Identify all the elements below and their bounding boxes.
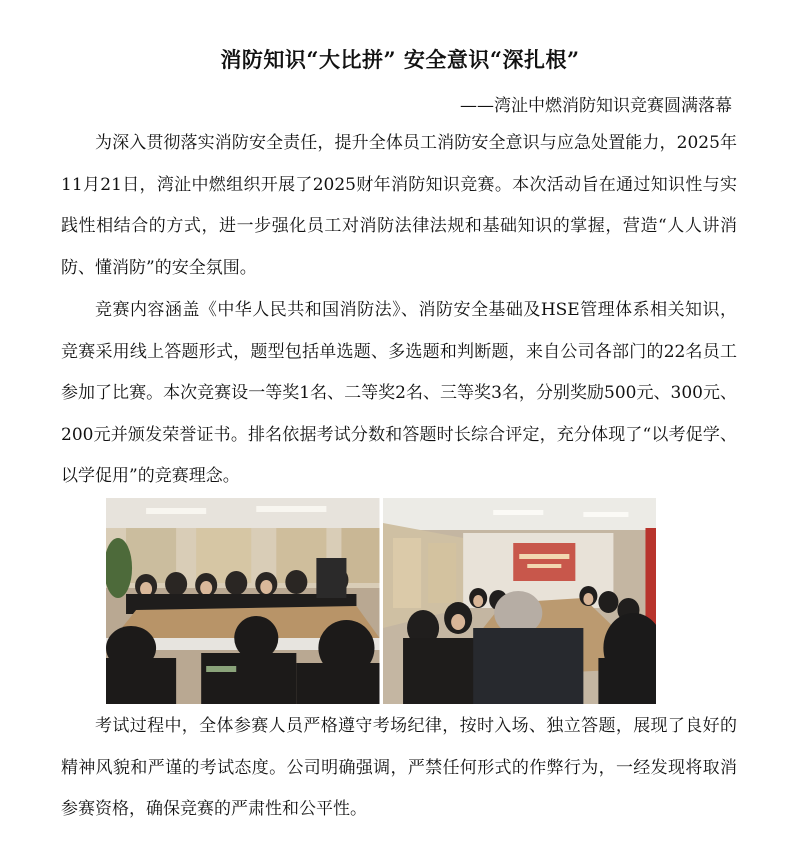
article-title: 消防知识“大比拼” 安全意识“深扎根” <box>220 47 580 72</box>
paragraph-intro: 为深入贯彻落实消防安全责任，提升全体员工消防安全意识与应急处置能力，2025年11月21日，湾沚中燃组织开展了2025财年消防知识竞赛。本次活动旨在通过知识性与实践性相结合的方式，进一步强化员工对消防法律法规和基础知识的掌握，营造“人人讲消防、懂消防”的安全氛围。 <box>61 133 737 278</box>
paragraph-content: 竞赛内容涵盖《中华人民共和国消防法》、消防安全基础及HSE管理体系相关知识，竞赛采用线上答题形式，题型包括单选题、多选题和判断题，来自公司各部门的22名员工参加了比赛。本次竞赛设一等奖1名、二等奖2名、三等奖3名，分别奖励500元、300元、200元并颁发荣誉证书。排名依据考试分数和答题时长综合评定，充分体现了“以考促学、以学促用”的竞赛理念。 <box>61 300 737 486</box>
competition-photo-left <box>106 498 380 704</box>
photo-gallery <box>106 498 656 704</box>
competition-photo-right <box>383 498 657 704</box>
paragraph-discipline: 考试过程中，全体参赛人员严格遵守考场纪律，按时入场、独立答题，展现了良好的精神风貌和严谨的考试态度。公司明确强调，严禁任何形式的作弊行为，一经发现将取消参赛资格，确保竞赛的严肃性和公平性。 <box>61 716 737 819</box>
article-subtitle: ——湾沚中燃消防知识竞赛圆满落幕 <box>460 96 732 116</box>
